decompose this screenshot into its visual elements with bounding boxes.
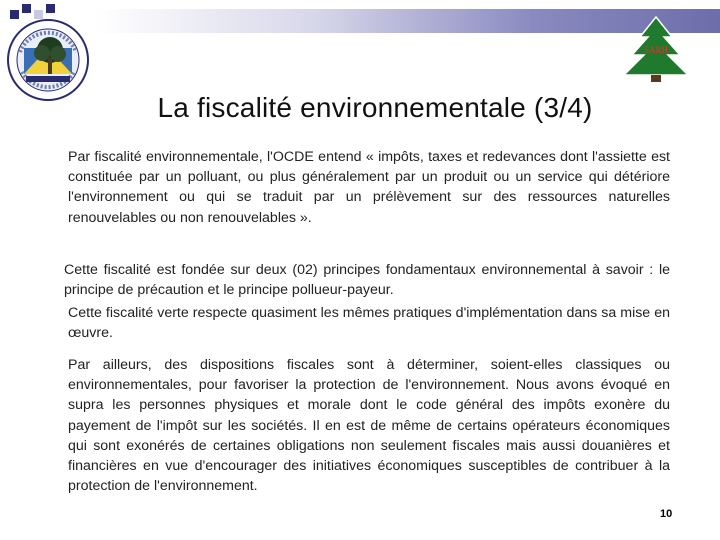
page-number: 10 bbox=[660, 508, 673, 520]
decorative-square bbox=[22, 4, 31, 13]
paragraph-definition: Par fiscalité environnementale, l'OCDE entend « impôts, taxes et redevances dont l'assiette est constituée par un polluant, ou plus généralement par un produit ou un service qui détériore l'environnement ou qui se traduit par un prélèvement sur des ressources naturelles renouvelables ou non renouvelables ». bbox=[68, 149, 670, 226]
decorative-square bbox=[46, 4, 55, 13]
tree-logo-icon bbox=[620, 15, 692, 83]
tree-logo-text: SARH bbox=[643, 45, 669, 55]
slide-title: La fiscalité environnementale (3/4) bbox=[157, 92, 593, 123]
university-logo-icon bbox=[6, 18, 90, 102]
paragraph-fiscal-provisions: Par ailleurs, des dispositions fiscales sont à déterminer, soient-elles classiques ou environnementales, pour favoriser la protection de l'environnement. Nous avons évoqué en supra les personnes physiques et morale dont le code général des impôts exonère du payement de l'impôt sur les sociétés. Il en est de même de certains opérateurs économiques qui sont exonérés de certaines obligations non seulement fiscales mais aussi douanières et financières en vue d'encourager des initiatives économiques susceptibles de contribuer à la protection de l'environnement. bbox=[68, 357, 670, 495]
paragraph-green-taxation: Cette fiscalité verte respecte quasiment les mêmes pratiques d'implémentation dans sa mise en œuvre. bbox=[68, 305, 670, 342]
paragraph-principles: Cette fiscalité est fondée sur deux (02) principes fondamentaux environnemental à savoir : le principe de précaution et le principe pollueur-payeur. bbox=[64, 262, 670, 299]
